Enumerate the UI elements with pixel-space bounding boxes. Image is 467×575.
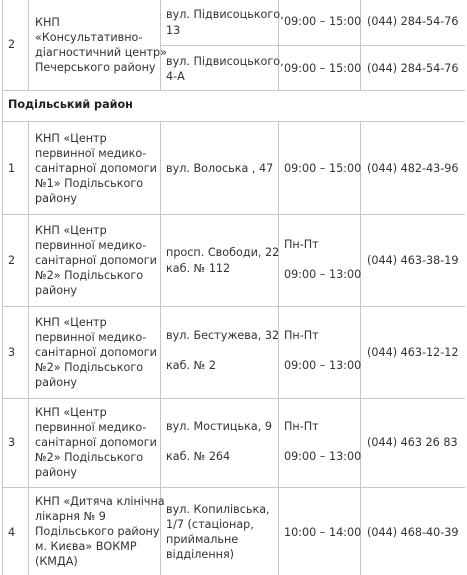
grid-line xyxy=(28,0,29,90)
clinic-name-line: району xyxy=(35,466,78,479)
clinic-name-line: лікарня № 9 xyxy=(35,510,106,523)
grid-line xyxy=(2,90,465,91)
hours: 09:00 – 13:00 xyxy=(284,450,362,463)
clinic-name-line: м. Києва» ВОКМР xyxy=(35,540,137,553)
clinic-name-line: діагностичний центр» xyxy=(35,46,167,59)
grid-line xyxy=(2,487,465,488)
row-number: 2 xyxy=(8,254,16,267)
address-line: просп. Свободи, 22 xyxy=(166,246,280,259)
clinic-name-line: санітарної допомоги xyxy=(35,254,157,267)
clinic-name-line: первинної медико- xyxy=(35,421,147,434)
grid-line xyxy=(2,398,465,399)
address-line: вул. Волоська , 47 xyxy=(166,162,274,175)
grid-line xyxy=(2,121,465,122)
address-line: приймальне xyxy=(166,533,239,546)
clinic-name-line: КНП «Центр xyxy=(35,224,107,237)
hours: 09:00 – 15:00 xyxy=(284,62,362,75)
grid-line xyxy=(360,121,361,575)
phone: (044) 463 26 83 xyxy=(367,436,458,449)
hours: 09:00 – 13:00 xyxy=(284,268,362,281)
row-number: 3 xyxy=(8,436,16,449)
row-number: 4 xyxy=(8,526,16,539)
grid-line xyxy=(2,90,3,121)
phone: (044) 284-54-76 xyxy=(367,15,459,28)
phone: (044) 468-40-39 xyxy=(367,526,459,539)
district-header: Подільський район xyxy=(8,98,133,111)
address-line: 13 xyxy=(166,24,181,37)
clinic-name-line: первинної медико- xyxy=(35,147,147,160)
clinic-name-line: первинної медико- xyxy=(35,331,147,344)
clinic-name-line: КНП «Центр xyxy=(35,316,107,329)
phone: (044) 463-38-19 xyxy=(367,254,459,267)
grid-line xyxy=(2,214,465,215)
hours: 09:00 – 15:00 xyxy=(284,162,362,175)
grid-line xyxy=(28,121,29,575)
hours-days: Пн-Пт xyxy=(284,420,319,433)
address-line: 4-А xyxy=(166,70,185,83)
address-line: вул. Підвисоцького, xyxy=(166,8,284,21)
clinic-name-line: Печерського району xyxy=(35,61,156,74)
clinic-name-line: №1» Подільського xyxy=(35,177,144,190)
address-line: каб. № 264 xyxy=(166,450,231,463)
grid-line xyxy=(2,0,3,90)
address-line: вул. Мостицька, 9 xyxy=(166,420,272,433)
hours-days: Пн-Пт xyxy=(284,238,319,251)
clinic-name-line: №2» Подільського xyxy=(35,451,144,464)
clinic-name-line: КНП «Центр xyxy=(35,406,107,419)
grid-line xyxy=(2,306,465,307)
address-line: вул. Бестужева, 32 xyxy=(166,329,280,342)
address-line: каб. № 2 xyxy=(166,359,216,372)
clinic-name-line: Подільського району xyxy=(35,525,160,538)
hours-days: Пн-Пт xyxy=(284,329,319,342)
clinic-name-line: (КМДА) xyxy=(35,555,78,568)
clinic-name-line: №2» Подільського xyxy=(35,361,144,374)
row-number: 1 xyxy=(8,162,16,175)
address-line: каб. № 112 xyxy=(166,262,231,275)
clinic-name-line: санітарної допомоги xyxy=(35,162,157,175)
grid-line xyxy=(160,45,465,46)
address-line: відділення) xyxy=(166,548,235,561)
clinic-name-line: №2» Подільського xyxy=(35,269,144,282)
address-line: 1/7 (стаціонар, xyxy=(166,518,254,531)
clinic-name-line: санітарної допомоги xyxy=(35,436,157,449)
clinic-name-line: КНП «Дитяча клінічна xyxy=(35,495,165,508)
grid-line xyxy=(2,121,3,575)
clinic-name-line: району xyxy=(35,192,78,205)
clinic-name-line: КНП xyxy=(35,16,60,29)
clinic-name-line: району xyxy=(35,284,78,297)
hours: 09:00 – 13:00 xyxy=(284,359,362,372)
address-line: вул. Підвисоцького, xyxy=(166,55,284,68)
row-number: 3 xyxy=(8,346,16,359)
clinic-name-line: санітарної допомоги xyxy=(35,346,157,359)
clinic-name-line: «Консультативно- xyxy=(35,31,143,44)
row-number: 2 xyxy=(8,38,16,51)
phone: (044) 284-54-76 xyxy=(367,62,459,75)
grid-line xyxy=(278,121,279,575)
address-line: вул. Копилівська, xyxy=(166,503,270,516)
phone: (044) 463-12-12 xyxy=(367,346,459,359)
phone: (044) 482-43-96 xyxy=(367,162,459,175)
clinic-name-line: району xyxy=(35,376,78,389)
hours: 09:00 – 15:00 xyxy=(284,15,362,28)
hours: 10:00 – 14:00 xyxy=(284,526,362,539)
clinic-name-line: КНП «Центр xyxy=(35,132,107,145)
clinic-name-line: первинної медико- xyxy=(35,239,147,252)
